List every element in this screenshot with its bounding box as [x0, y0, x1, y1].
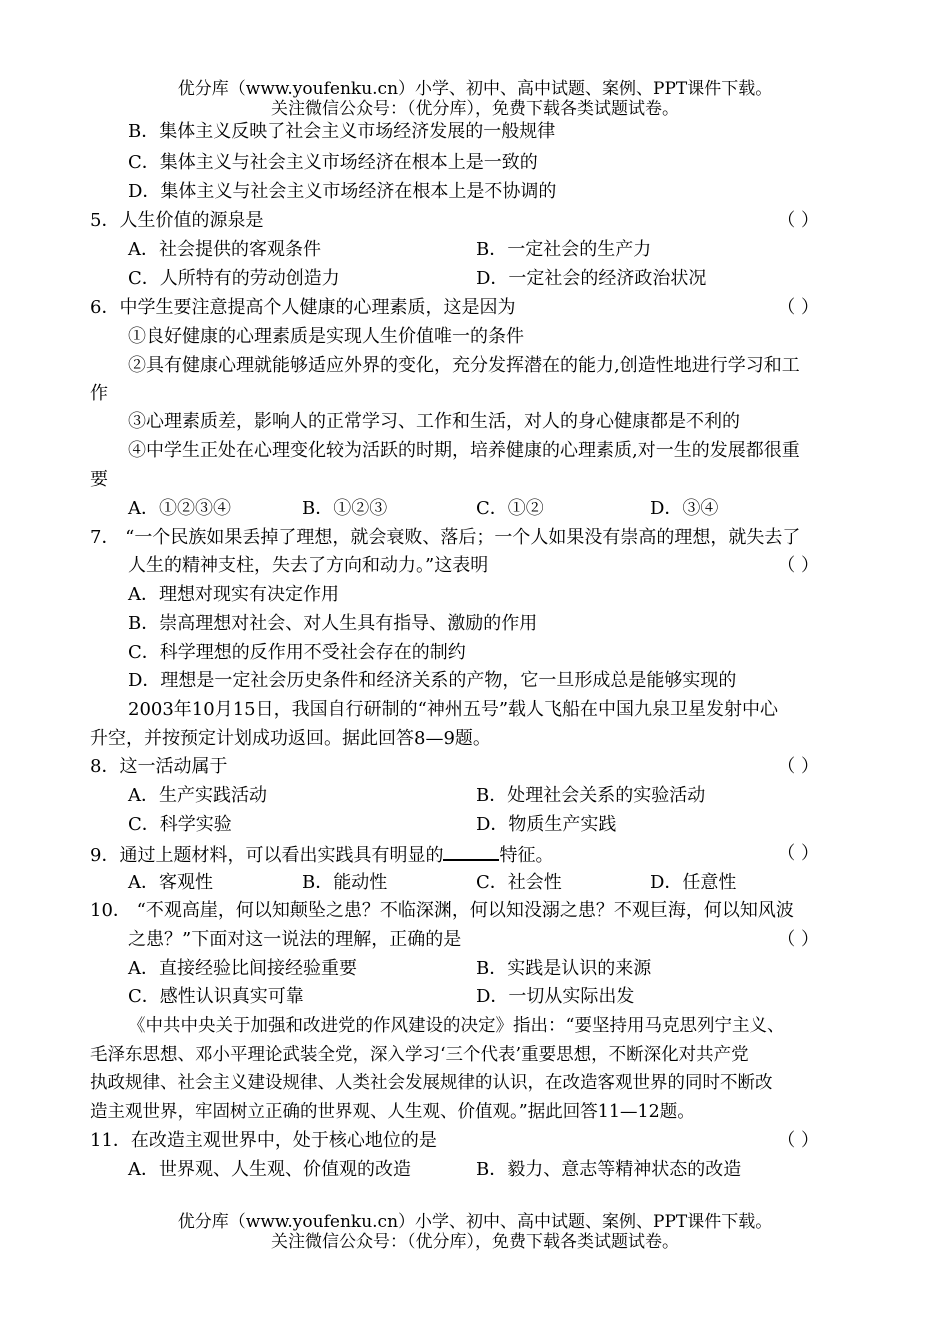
q6-statement-4: ④中学生正处在心理变化较为活跃的时期，培养健康的心理素质,对一生的发展都很重 — [128, 440, 800, 461]
q8-answer-paren: （ ） — [777, 756, 819, 777]
page-footer-line-1: 优分库（www.youfenku.cn）小学、初中、高中试题、案例、PPT课件下载。 — [177, 1212, 773, 1232]
q9-option-a: A．客观性 — [128, 872, 213, 893]
q10-option-d: D．一切从实际出发 — [476, 986, 635, 1007]
q9-option-b: B．能动性 — [302, 872, 388, 893]
q11-stem: 11．在改造主观世界中，处于核心地位的是 — [90, 1130, 437, 1151]
material-8-9-line-2: 升空，并按预定计划成功返回。据此回答8—9题。 — [90, 728, 491, 749]
q6-option-a: A．①②③④ — [128, 498, 231, 519]
q11-option-b: B．毅力、意志等精神状态的改造 — [476, 1159, 742, 1180]
q8-option-b: B．处理社会关系的实验活动 — [476, 785, 706, 806]
q5-option-a: A．社会提供的客观条件 — [128, 239, 321, 260]
q9-stem-post: 特征。 — [499, 845, 554, 866]
q10-stem-line-1: 10． “不观高崖，何以知颠坠之患？不临深渊，何以知没溺之患？不观巨海，何以知风波 — [90, 900, 794, 921]
q11-answer-paren: （ ） — [777, 1130, 819, 1151]
q6-statement-1: ①良好健康的心理素质是实现人生价值唯一的条件 — [128, 326, 524, 347]
q5-option-c: C．人所特有的劳动创造力 — [128, 268, 340, 289]
q7-option-a: A．理想对现实有决定作用 — [128, 584, 339, 605]
q10-stem-line-2: 之患？”下面对这一说法的理解，正确的是 — [128, 929, 462, 950]
material-11-12-line-4: 造主观世界，牢固树立正确的世界观、人生观、价值观。”据此回答11—12题。 — [90, 1102, 695, 1122]
q8-option-a: A．生产实践活动 — [128, 785, 267, 806]
material-11-12-line-1: 《中共中央关于加强和改进党的作风建设的决定》指出：“要坚持用马克思列宁主义、 — [128, 1016, 785, 1036]
q9-stem-pre: 9．通过上题材料，可以看出实践具有明显的 — [90, 845, 444, 866]
q9-answer-paren: （ ） — [777, 843, 819, 864]
q6-option-d: D．③④ — [650, 498, 719, 519]
q5-answer-paren: （ ） — [777, 210, 819, 231]
q6-statement-4-cont: 要 — [90, 469, 108, 490]
q5-option-d: D．一定社会的经济政治状况 — [476, 268, 707, 289]
q8-option-c: C．科学实验 — [128, 814, 232, 835]
q9-fill-blank — [443, 842, 499, 861]
q9-option-d: D．任意性 — [650, 872, 737, 893]
q4-option-c: C．集体主义与社会主义市场经济在根本上是一致的 — [128, 152, 538, 173]
page-header-line-2: 关注微信公众号：（优分库），免费下载各类试题试卷。 — [271, 99, 679, 119]
q11-option-a: A．世界观、人生观、价值观的改造 — [128, 1159, 411, 1180]
q6-option-c: C．①② — [476, 498, 544, 519]
q10-option-b: B．实践是认识的来源 — [476, 958, 652, 979]
q10-answer-paren: （ ） — [777, 929, 819, 950]
q6-statement-3: ③心理素质差，影响人的正常学习、工作和生活，对人的身心健康都是不利的 — [128, 411, 740, 432]
q9-option-c: C．社会性 — [476, 872, 562, 893]
q7-option-c: C．科学理想的反作用不受社会存在的制约 — [128, 642, 466, 663]
q6-statement-2: ②具有健康心理就能够适应外界的变化，充分发挥潜在的能力,创造性地进行学习和工 — [128, 355, 800, 376]
q6-option-b: B．①②③ — [302, 498, 388, 519]
q9-stem — [90, 842, 553, 868]
q8-stem: 8．这一活动属于 — [90, 756, 228, 777]
q7-option-b: B．崇高理想对社会、对人生具有指导、激励的作用 — [128, 613, 538, 634]
material-11-12-line-3: 执政规律、社会主义建设规律、人类社会发展规律的认识，在改造客观世界的同时不断改 — [90, 1073, 773, 1093]
material-11-12-line-2: 毛泽东思想、邓小平理论武装全党，深入学习‘三个代表’重要思想，不断深化对共产党 — [90, 1045, 749, 1065]
q7-stem-line-2: 人生的精神支柱，失去了方向和动力。”这表明 — [128, 555, 489, 576]
page-footer-line-2: 关注微信公众号：（优分库），免费下载各类试题试卷。 — [271, 1232, 679, 1252]
q4-option-d: D．集体主义与社会主义市场经济在根本上是不协调的 — [128, 181, 557, 202]
q5-option-b: B．一定社会的生产力 — [476, 239, 652, 260]
q7-stem-line-1: 7． “一个民族如果丢掉了理想，就会衰败、落后；一个人如果没有崇高的理想，就失去了 — [90, 527, 801, 548]
q6-answer-paren: （ ） — [777, 297, 819, 318]
page-header-line-1: 优分库（www.youfenku.cn）小学、初中、高中试题、案例、PPT课件下载。 — [177, 79, 773, 99]
material-8-9-line-1: 2003年10月15日，我国自行研制的“神州五号”载人飞船在中国九泉卫星发射中心 — [128, 699, 779, 720]
q6-stem: 6．中学生要注意提高个人健康的心理素质，这是因为 — [90, 297, 516, 318]
q10-option-a: A．直接经验比间接经验重要 — [128, 958, 357, 979]
q10-option-c: C．感性认识真实可靠 — [128, 986, 304, 1007]
q5-stem: 5．人生价值的源泉是 — [90, 210, 264, 231]
q8-option-d: D．物质生产实践 — [476, 814, 617, 835]
q4-option-b: B．集体主义反映了社会主义市场经济发展的一般规律 — [128, 121, 556, 142]
q7-answer-paren: （ ） — [777, 555, 819, 576]
q6-statement-2-cont: 作 — [90, 383, 108, 404]
q7-option-d: D．理想是一定社会历史条件和经济关系的产物，它一旦形成总是能够实现的 — [128, 670, 737, 691]
